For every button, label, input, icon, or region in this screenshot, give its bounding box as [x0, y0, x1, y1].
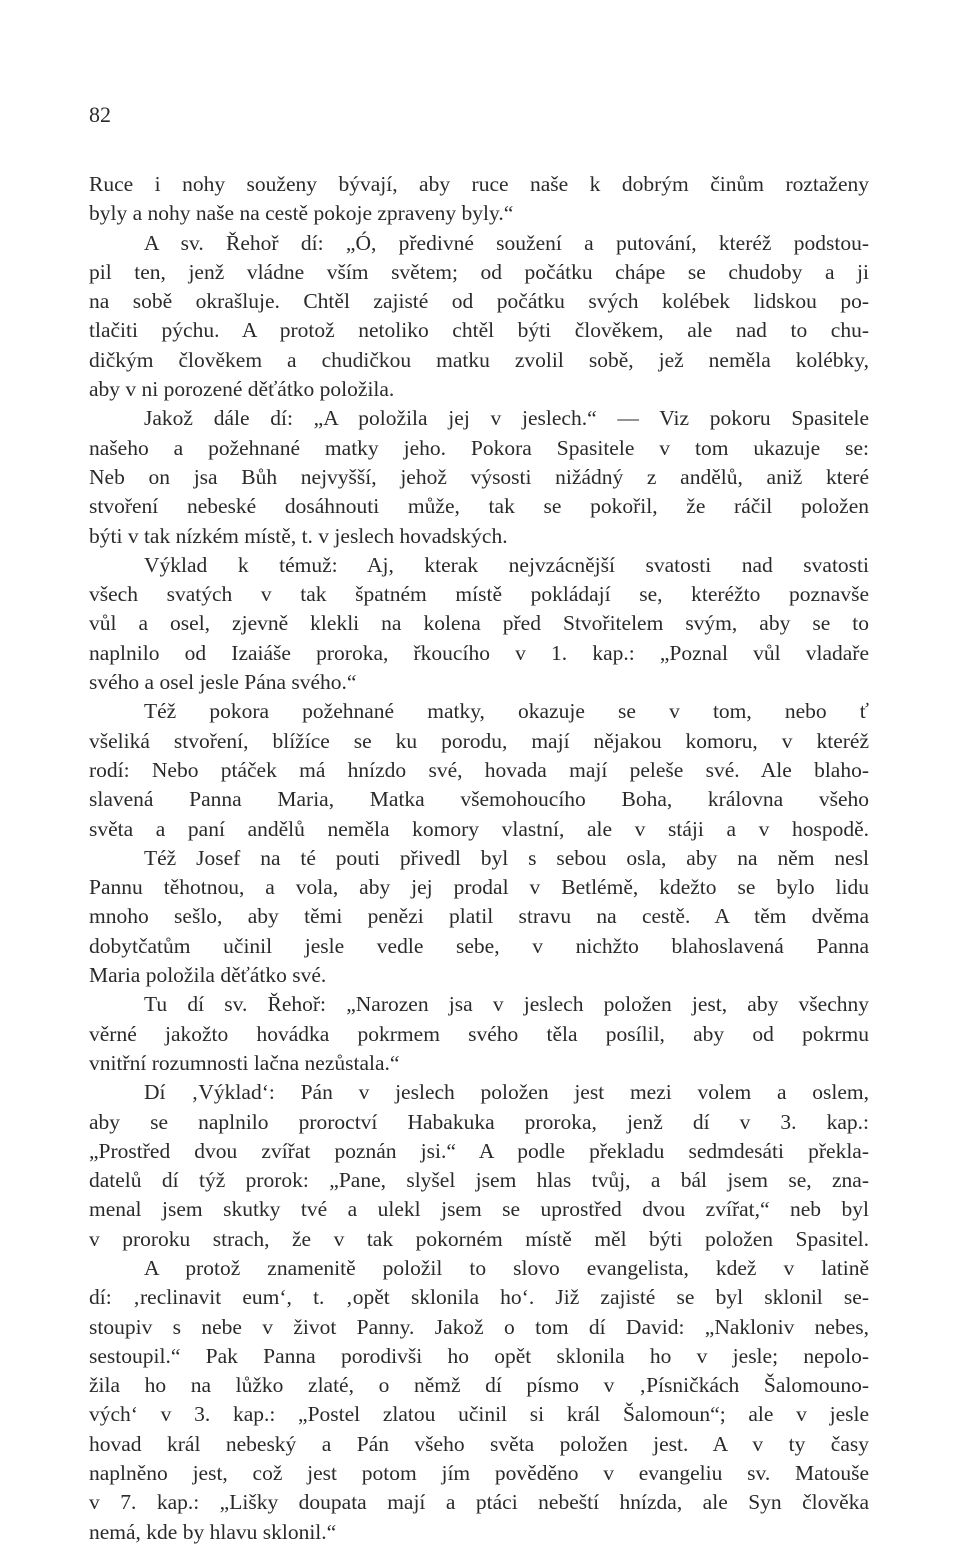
- text-line: tlačiti pýchu. A protož netoliko chtěl býti člověkem, ale nad to chu-: [89, 318, 869, 343]
- text-line: Neb on jsa Bůh nejvyšší, jehož výsosti nižádný z andělů, aniž které: [89, 464, 869, 489]
- text-line: Jakož dále dí: „A položila jej v jeslech.“ — Viz pokoru Spasitele: [144, 406, 869, 431]
- text-line: slavená Panna Maria, Matka všemohoucího Boha, královna všeho: [89, 787, 869, 812]
- text-line: aby se naplnilo proroctví Habakuka proroka, jenž dí v 3. kap.:: [89, 1109, 869, 1134]
- text-line: žila ho na lůžko zlaté, o němž dí písmo v ‚Písničkách Šalomouno-: [89, 1373, 869, 1398]
- text-line: všeliká stvoření, blížíce se ku porodu, mají nějakou komoru, v kteréž: [89, 728, 869, 753]
- text-line: Tu dí sv. Řehoř: „Narozen jsa v jeslech položen jest, aby všechny: [144, 992, 869, 1017]
- text-line: datelů dí týž prorok: „Pane, slyšel jsem hlas tvůj, a bál jsem se, zna-: [89, 1168, 869, 1193]
- page-number: 82: [89, 102, 111, 127]
- text-line: „Prostřed dvou zvířat poznán jsi.“ A podle překladu sedmdesáti překla-: [89, 1138, 869, 1163]
- text-line: Též Josef na té pouti přivedl byl s sebou osla, aby na něm nesl: [144, 845, 869, 870]
- text-line: vých‘ v 3. kap.: „Postel zlatou učinil si král Šalomoun“; ale v jesle: [89, 1402, 869, 1427]
- text-line: Maria položila děťátko své.: [89, 963, 327, 988]
- text-line: všech svatých v tak špatném místě pokládají se, kteréžto poznavše: [89, 582, 869, 607]
- text-line: sestoupil.“ Pak Panna porodivši ho opět sklonila ho v jesle; nepolo-: [89, 1343, 869, 1368]
- text-line: v 7. kap.: „Lišky doupata mají a ptáci nebeští hnízda, ale Syn člověka: [89, 1490, 869, 1515]
- text-line: svého a osel jesle Pána svého.“: [89, 670, 357, 695]
- text-line: nemá, kde by hlavu sklonil.“: [89, 1519, 337, 1544]
- text-line: mnoho sešlo, aby těmi penězi platil stravu na cestě. A těm dvěma: [89, 904, 869, 929]
- text-line: Dí ‚Výklad‘: Pán v jeslech položen jest mezi volem a oslem,: [144, 1080, 869, 1105]
- text-line: věrné jakožto hovádka pokrmem svého těla posílil, aby od pokrmu: [89, 1021, 869, 1046]
- text-line: naplněno jest, což jest potom jím pověděno v evangeliu sv. Matouše: [89, 1461, 869, 1486]
- text-line: Ruce i nohy souženy bývají, aby ruce naše k dobrým činům roztaženy: [89, 172, 869, 196]
- body-text: [89, 170, 869, 1547]
- text-line: v proroku strach, že v tak pokorném místě měl býti položen Spasitel.: [89, 1226, 869, 1251]
- text-line: vůl a osel, zjevně klekli na kolena před Stvořitelem svým, aby se to: [89, 611, 869, 636]
- text-line: našeho a požehnané matky jeho. Pokora Spasitele v tom ukazuje se:: [89, 435, 869, 460]
- text-line: byly a nohy naše na cestě pokoje zpraveny byly.“: [89, 201, 514, 226]
- text-line: A protož znamenitě položil to slovo evangelista, kdež v latině: [144, 1255, 869, 1280]
- text-line: býti v tak nízkém místě, t. v jeslech hovadských.: [89, 523, 508, 548]
- text-line: Též pokora požehnané matky, okazuje se v tom, nebo ť: [144, 699, 869, 724]
- text-line: pil ten, jenž vládne vším světem; od počátku chápe se chudoby a ji: [89, 259, 869, 284]
- text-line: aby v ni porozené děťátko položila.: [89, 377, 395, 402]
- text-line: menal jsem skutky tvé a ulekl jsem se uprostřed dvou zvířat,“ neb byl: [89, 1197, 869, 1222]
- text-line: hovad král nebeský a Pán všeho světa položen jest. A v ty časy: [89, 1431, 869, 1456]
- text-line: dičkým člověkem a chudičkou matku zvolil sobě, jež neměla kolébky,: [89, 347, 869, 372]
- text-line: stoupiv s nebe v život Panny. Jakož o tom dí David: „Nakloniv nebes,: [89, 1314, 869, 1339]
- text-line: rodí: Nebo ptáček má hnízdo své, hovada mají peleše své. Ale blaho-: [89, 757, 869, 782]
- text-line: světa a paní andělů neměla komory vlastní, ale v stáji a v hospodě.: [89, 816, 869, 841]
- text-line: dí: ‚reclinavit eum‘, t. ‚opět sklonila ho‘. Již zajisté se byl sklonil se-: [89, 1285, 869, 1310]
- text-line: Výklad k témuž: Aj, kterak nejvzácnější svatosti nad svatosti: [144, 552, 869, 577]
- text-line: naplnilo od Izaiáše proroka, řkoucího v 1. kap.: „Poznal vůl vladaře: [89, 640, 869, 665]
- text-line: stvoření nebeské dosáhnouti může, tak se pokořil, že ráčil položen: [89, 494, 869, 519]
- text-line: dobytčatům učinil jesle vedle sebe, v nichžto blahoslavená Panna: [89, 933, 869, 958]
- text-line: na sobě okrašluje. Chtěl zajisté od počátku svých kolébek lidskou po-: [89, 289, 869, 314]
- text-line: vnitřní rozumnosti lačna nezůstala.“: [89, 1050, 400, 1075]
- text-line: A sv. Řehoř dí: „Ó, předivné soužení a putování, kteréž podstou-: [144, 230, 869, 255]
- text-line: Pannu těhotnou, a vola, aby jej prodal v Betlémě, kdežto se bylo lidu: [89, 875, 869, 900]
